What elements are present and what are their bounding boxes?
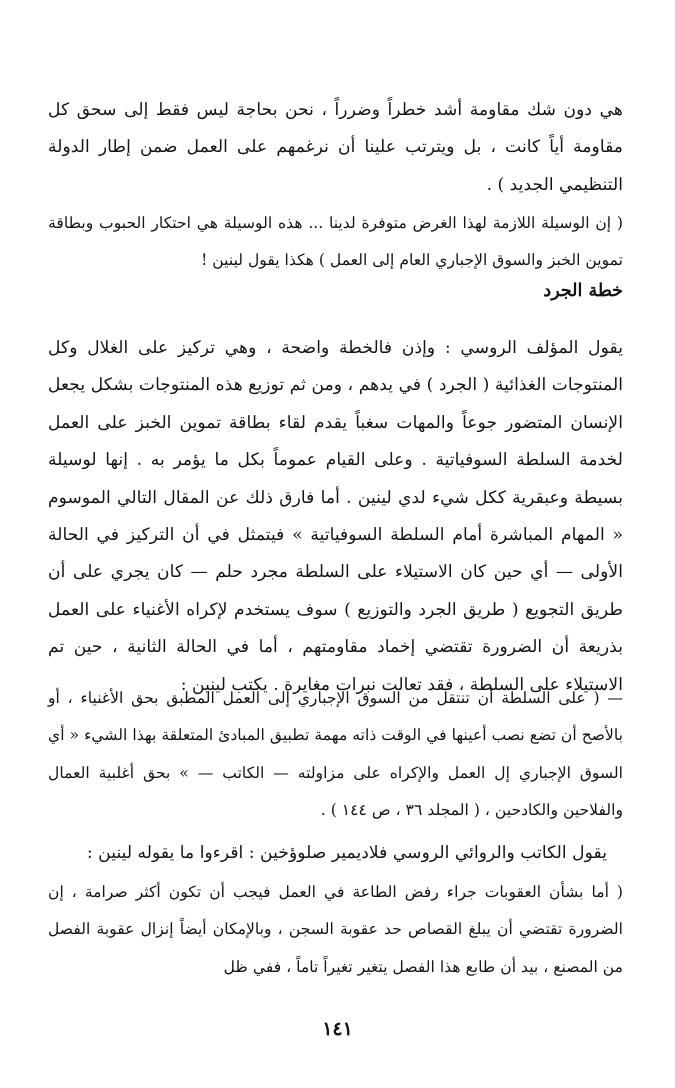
page-number: ١٤١: [322, 1018, 353, 1040]
paragraph-1: هي دون شك مقاومة أشد خطراً وضرراً ، نحن بحاجة ليس فقط إلى سحق كل مقاومة أياً كانت ، بل ويترتب علينا أن نرغمهم على العمل ضمن إطار الدولة التنظيمي الجديد ) .: [48, 100, 623, 195]
paragraph-2: ( إن الوسيلة اللازمة لهذا الغرض متوفرة لدينا ... هذه الوسيلة هي احتكار الحبوب وبطاقة تموين الخبز والسوق الإجباري العام إلى العمل ) هكذا يقول لينين !: [48, 214, 623, 270]
paragraph-5: يقول الكاتب والروائي الروسي فلاديمير صلوؤخين : اقرءوا ما يقوله لينين :: [86, 843, 607, 863]
section-heading: خطة الجرد: [543, 281, 623, 301]
paragraph-6: ( أما بشأن العقوبات جراء رفض الطاعة في العمل فيجب أن تكون أكثر صرامة ، إن الضرورة تقتضي أن يبلغ القصاص حد عقوبة السجن ، وبالإمكان أيضاً إنزال عقوبة الفصل من المصنع ، بيد أن طابع هذا الفصل يتغير تغيراً تاماً ، ففي ظل: [48, 883, 623, 976]
paragraph-4: — ( على السلطة أن تنتقل من السوق الإجباري إلى العمل المطبق بحق الأغنياء ، أو بالأصح أن تضع نصب أعينها في الوقت ذاته مهمة تطبيق المبادئ المتعلقة بهذا الشيء « أي السوق الإجباري إل العمل والإكراه على مزاولته — الكاتب — » بحق أغلبية العمال والفلاحين والكادحين ، ( المجلد ٣٦ ، ص ١٤٤ ) .: [48, 689, 623, 820]
paragraph-3: يقول المؤلف الروسي : وإذن فالخطة واضحة ، وهي تركيز على الغلال وكل المنتوجات الغذائية ( الجرد ) في يدهم ، ومن ثم توزيع هذه المنتوجات بشكل يجعل الإنسان المتضور جوعاً والمهات سغباً يقدم لقاء بطاقة تموين الخبز على العمل لخدمة السلطة السوفياتية . وعلى القيام عموماً بكل ما يؤمر به . إنها لوسيلة بسيطة وعبقرية ككل شيء لدي لينين . أما فارق ذلك عن المقال التالي الموسوم « المهام المباشرة أمام السلطة السوفياتية » فيتمثل في أن التركيز في الحالة الأولى — أي حين كان الاستيلاء على السلطة مجرد حلم — كان يجري على أن طريق التجويع ( طريق الجرد والتوزيع ) سوف يستخدم لإكراه الأغنياء على العمل بذريعة أن الضرورة تقتضي إخماد مقاومتهم ، أما في الحالة الثانية ، حين تم الاستيلاء على السلطة ، فقد تعالت نبرات مغايرة . يكتب لينين :: [48, 338, 623, 695]
